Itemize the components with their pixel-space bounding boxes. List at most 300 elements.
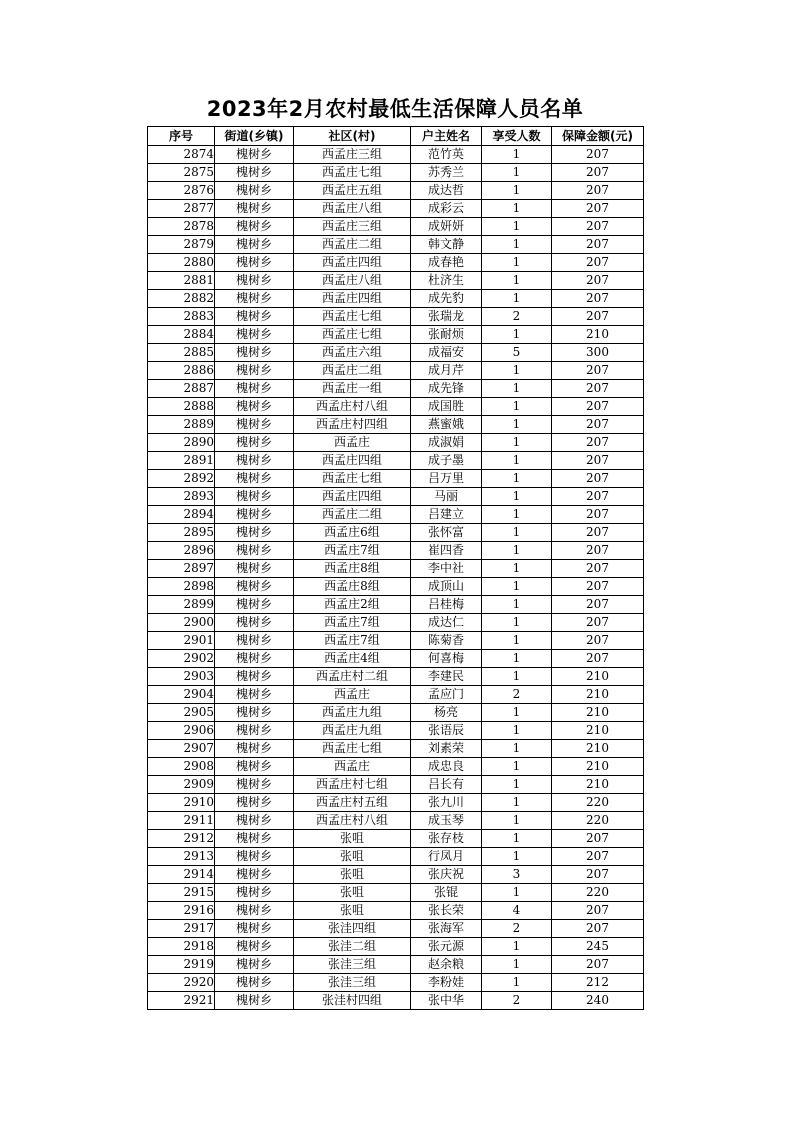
table-row [148, 398, 644, 416]
cell-head-name: 赵余粮 [411, 956, 482, 974]
header-street: 街道(乡镇) [215, 127, 294, 146]
cell-street: 槐树乡 [215, 398, 294, 416]
cell-amount: 207 [552, 920, 644, 938]
cell-head-name: 成福安 [411, 344, 482, 362]
cell-street: 槐树乡 [215, 758, 294, 776]
cell-street: 槐树乡 [215, 668, 294, 686]
cell-count: 1 [482, 272, 552, 290]
cell-street: 槐树乡 [215, 344, 294, 362]
cell-street: 槐树乡 [215, 956, 294, 974]
cell-community: 西孟庄4组 [294, 650, 411, 668]
cell-amount: 207 [552, 200, 644, 218]
cell-id: 2877 [148, 200, 215, 218]
cell-id: 2887 [148, 380, 215, 398]
table-row [148, 992, 644, 1010]
cell-amount: 212 [552, 974, 644, 992]
cell-id: 2917 [148, 920, 215, 938]
cell-count: 2 [482, 686, 552, 704]
cell-community: 西孟庄村五组 [294, 794, 411, 812]
cell-street: 槐树乡 [215, 974, 294, 992]
cell-count: 1 [482, 758, 552, 776]
cell-count: 5 [482, 344, 552, 362]
cell-head-name: 孟应门 [411, 686, 482, 704]
cell-count: 1 [482, 326, 552, 344]
cell-count: 1 [482, 254, 552, 272]
table-row [148, 272, 644, 290]
cell-head-name: 吕桂梅 [411, 596, 482, 614]
table-row [148, 488, 644, 506]
cell-head-name: 成月芹 [411, 362, 482, 380]
table-row [148, 596, 644, 614]
cell-head-name: 成妍妍 [411, 218, 482, 236]
table-row [148, 920, 644, 938]
cell-street: 槐树乡 [215, 434, 294, 452]
cell-id: 2880 [148, 254, 215, 272]
header-row [148, 127, 644, 146]
table-row [148, 146, 644, 164]
cell-id: 2911 [148, 812, 215, 830]
table-row [148, 668, 644, 686]
cell-community: 西孟庄四组 [294, 488, 411, 506]
cell-count: 1 [482, 812, 552, 830]
cell-street: 槐树乡 [215, 290, 294, 308]
cell-count: 1 [482, 164, 552, 182]
cell-head-name: 刘素荣 [411, 740, 482, 758]
cell-id: 2914 [148, 866, 215, 884]
cell-id: 2908 [148, 758, 215, 776]
table-row [148, 938, 644, 956]
cell-count: 1 [482, 362, 552, 380]
cell-id: 2906 [148, 722, 215, 740]
table-row [148, 956, 644, 974]
cell-amount: 207 [552, 650, 644, 668]
cell-count: 1 [482, 524, 552, 542]
cell-head-name: 成春艳 [411, 254, 482, 272]
table-row [148, 470, 644, 488]
cell-id: 2907 [148, 740, 215, 758]
table-row [148, 218, 644, 236]
cell-street: 槐树乡 [215, 362, 294, 380]
cell-community: 西孟庄九组 [294, 722, 411, 740]
cell-head-name: 成顶山 [411, 578, 482, 596]
cell-street: 槐树乡 [215, 848, 294, 866]
cell-street: 槐树乡 [215, 614, 294, 632]
cell-community: 西孟庄六组 [294, 344, 411, 362]
cell-count: 1 [482, 632, 552, 650]
cell-id: 2886 [148, 362, 215, 380]
cell-id: 2913 [148, 848, 215, 866]
cell-head-name: 成子墨 [411, 452, 482, 470]
cell-amount: 207 [552, 632, 644, 650]
cell-amount: 210 [552, 326, 644, 344]
cell-count: 2 [482, 308, 552, 326]
cell-amount: 210 [552, 740, 644, 758]
cell-count: 1 [482, 956, 552, 974]
cell-street: 槐树乡 [215, 812, 294, 830]
cell-community: 西孟庄8组 [294, 578, 411, 596]
cell-community: 西孟庄一组 [294, 380, 411, 398]
cell-head-name: 陈菊香 [411, 632, 482, 650]
cell-id: 2884 [148, 326, 215, 344]
cell-head-name: 张海军 [411, 920, 482, 938]
cell-head-name: 李建民 [411, 668, 482, 686]
cell-community: 西孟庄八组 [294, 272, 411, 290]
cell-community: 西孟庄八组 [294, 200, 411, 218]
cell-amount: 207 [552, 542, 644, 560]
cell-community: 西孟庄七组 [294, 326, 411, 344]
cell-id: 2885 [148, 344, 215, 362]
cell-count: 1 [482, 182, 552, 200]
cell-count: 2 [482, 920, 552, 938]
table-row [148, 542, 644, 560]
table-row [148, 182, 644, 200]
cell-amount: 207 [552, 236, 644, 254]
cell-amount: 300 [552, 344, 644, 362]
cell-street: 槐树乡 [215, 200, 294, 218]
cell-id: 2881 [148, 272, 215, 290]
cell-head-name: 行凤月 [411, 848, 482, 866]
cell-street: 槐树乡 [215, 866, 294, 884]
cell-count: 2 [482, 992, 552, 1010]
cell-head-name: 成先豹 [411, 290, 482, 308]
cell-head-name: 张怀富 [411, 524, 482, 542]
table-header [148, 127, 644, 146]
table-row [148, 650, 644, 668]
cell-head-name: 张中华 [411, 992, 482, 1010]
cell-head-name: 张长荣 [411, 902, 482, 920]
table-row [148, 632, 644, 650]
cell-count: 1 [482, 560, 552, 578]
cell-head-name: 燕蜜娥 [411, 416, 482, 434]
cell-count: 1 [482, 542, 552, 560]
cell-street: 槐树乡 [215, 182, 294, 200]
cell-id: 2892 [148, 470, 215, 488]
cell-amount: 220 [552, 884, 644, 902]
cell-count: 1 [482, 722, 552, 740]
cell-id: 2904 [148, 686, 215, 704]
table-row [148, 722, 644, 740]
cell-count: 1 [482, 794, 552, 812]
cell-street: 槐树乡 [215, 938, 294, 956]
cell-head-name: 张耐烦 [411, 326, 482, 344]
cell-id: 2916 [148, 902, 215, 920]
cell-amount: 207 [552, 416, 644, 434]
cell-head-name: 马丽 [411, 488, 482, 506]
cell-amount: 207 [552, 578, 644, 596]
cell-community: 西孟庄二组 [294, 236, 411, 254]
table-row [148, 416, 644, 434]
cell-head-name: 张九川 [411, 794, 482, 812]
table-row [148, 326, 644, 344]
cell-id: 2895 [148, 524, 215, 542]
cell-head-name: 张语辰 [411, 722, 482, 740]
cell-count: 1 [482, 704, 552, 722]
cell-head-name: 韩文静 [411, 236, 482, 254]
cell-street: 槐树乡 [215, 902, 294, 920]
table-row [148, 362, 644, 380]
cell-head-name: 成达仁 [411, 614, 482, 632]
cell-count: 1 [482, 380, 552, 398]
table-row [148, 344, 644, 362]
table-row [148, 884, 644, 902]
cell-count: 1 [482, 218, 552, 236]
table-row [148, 578, 644, 596]
cell-street: 槐树乡 [215, 884, 294, 902]
cell-head-name: 成忠良 [411, 758, 482, 776]
cell-count: 1 [482, 884, 552, 902]
cell-head-name: 吕长有 [411, 776, 482, 794]
cell-amount: 207 [552, 452, 644, 470]
table-row [148, 848, 644, 866]
cell-count: 1 [482, 974, 552, 992]
cell-amount: 207 [552, 560, 644, 578]
cell-amount: 207 [552, 830, 644, 848]
cell-id: 2910 [148, 794, 215, 812]
cell-community: 西孟庄村八组 [294, 812, 411, 830]
cell-head-name: 崔四香 [411, 542, 482, 560]
cell-count: 1 [482, 596, 552, 614]
header-head-name: 户主姓名 [411, 127, 482, 146]
table-row [148, 686, 644, 704]
cell-amount: 207 [552, 254, 644, 272]
cell-amount: 207 [552, 470, 644, 488]
table-row [148, 164, 644, 182]
cell-street: 槐树乡 [215, 560, 294, 578]
cell-head-name: 成玉琴 [411, 812, 482, 830]
cell-id: 2874 [148, 146, 215, 164]
cell-count: 1 [482, 848, 552, 866]
cell-community: 西孟庄七组 [294, 308, 411, 326]
cell-street: 槐树乡 [215, 920, 294, 938]
table-row [148, 758, 644, 776]
page-title: 2023年2月农村最低生活保障人员名单 [206, 97, 584, 121]
cell-head-name: 成先锋 [411, 380, 482, 398]
cell-community: 西孟庄五组 [294, 182, 411, 200]
cell-head-name: 成淑娟 [411, 434, 482, 452]
cell-community: 西孟庄村八组 [294, 398, 411, 416]
cell-id: 2891 [148, 452, 215, 470]
cell-community: 西孟庄村四组 [294, 416, 411, 434]
cell-count: 1 [482, 776, 552, 794]
cell-head-name: 李粉娃 [411, 974, 482, 992]
cell-street: 槐树乡 [215, 992, 294, 1010]
cell-head-name: 何喜梅 [411, 650, 482, 668]
cell-count: 1 [482, 488, 552, 506]
cell-community: 西孟庄七组 [294, 740, 411, 758]
cell-amount: 210 [552, 668, 644, 686]
cell-count: 1 [482, 578, 552, 596]
cell-count: 1 [482, 470, 552, 488]
cell-street: 槐树乡 [215, 524, 294, 542]
cell-head-name: 苏秀兰 [411, 164, 482, 182]
cell-amount: 207 [552, 362, 644, 380]
cell-id: 2890 [148, 434, 215, 452]
cell-street: 槐树乡 [215, 236, 294, 254]
cell-street: 槐树乡 [215, 470, 294, 488]
cell-count: 1 [482, 398, 552, 416]
cell-street: 槐树乡 [215, 308, 294, 326]
header-community: 社区(村) [294, 127, 411, 146]
cell-street: 槐树乡 [215, 164, 294, 182]
table-row [148, 236, 644, 254]
cell-head-name: 李中社 [411, 560, 482, 578]
cell-amount: 245 [552, 938, 644, 956]
cell-community: 西孟庄三组 [294, 218, 411, 236]
cell-count: 4 [482, 902, 552, 920]
cell-amount: 240 [552, 992, 644, 1010]
table-row [148, 794, 644, 812]
table-row [148, 506, 644, 524]
cell-count: 1 [482, 200, 552, 218]
cell-community: 西孟庄二组 [294, 506, 411, 524]
cell-amount: 207 [552, 848, 644, 866]
cell-community: 西孟庄三组 [294, 146, 411, 164]
cell-count: 1 [482, 668, 552, 686]
cell-street: 槐树乡 [215, 704, 294, 722]
cell-street: 槐树乡 [215, 146, 294, 164]
cell-community: 西孟庄四组 [294, 452, 411, 470]
cell-community: 西孟庄四组 [294, 254, 411, 272]
cell-street: 槐树乡 [215, 578, 294, 596]
cell-amount: 207 [552, 398, 644, 416]
cell-amount: 210 [552, 776, 644, 794]
cell-count: 1 [482, 452, 552, 470]
cell-community: 张咀 [294, 902, 411, 920]
cell-street: 槐树乡 [215, 650, 294, 668]
cell-community: 西孟庄四组 [294, 290, 411, 308]
cell-community: 西孟庄8组 [294, 560, 411, 578]
table-row [148, 452, 644, 470]
cell-street: 槐树乡 [215, 218, 294, 236]
cell-head-name: 杜济生 [411, 272, 482, 290]
cell-count: 1 [482, 650, 552, 668]
cell-amount: 207 [552, 488, 644, 506]
cell-amount: 207 [552, 290, 644, 308]
cell-community: 西孟庄二组 [294, 362, 411, 380]
table-row [148, 380, 644, 398]
cell-community: 西孟庄 [294, 434, 411, 452]
cell-amount: 210 [552, 758, 644, 776]
table-row [148, 290, 644, 308]
cell-community: 张咀 [294, 884, 411, 902]
cell-amount: 207 [552, 164, 644, 182]
table-row [148, 434, 644, 452]
cell-amount: 207 [552, 434, 644, 452]
cell-id: 2896 [148, 542, 215, 560]
cell-head-name: 杨亮 [411, 704, 482, 722]
cell-amount: 210 [552, 722, 644, 740]
cell-count: 1 [482, 434, 552, 452]
table-row [148, 560, 644, 578]
cell-amount: 207 [552, 182, 644, 200]
cell-amount: 207 [552, 380, 644, 398]
cell-head-name: 吕建立 [411, 506, 482, 524]
cell-id: 2888 [148, 398, 215, 416]
cell-amount: 207 [552, 146, 644, 164]
cell-amount: 207 [552, 596, 644, 614]
cell-head-name: 成国胜 [411, 398, 482, 416]
cell-street: 槐树乡 [215, 542, 294, 560]
cell-street: 槐树乡 [215, 452, 294, 470]
cell-id: 2889 [148, 416, 215, 434]
cell-head-name: 范竹英 [411, 146, 482, 164]
cell-id: 2920 [148, 974, 215, 992]
cell-community: 张咀 [294, 866, 411, 884]
cell-id: 2897 [148, 560, 215, 578]
cell-id: 2901 [148, 632, 215, 650]
cell-count: 1 [482, 506, 552, 524]
cell-id: 2876 [148, 182, 215, 200]
table-row [148, 830, 644, 848]
cell-amount: 207 [552, 506, 644, 524]
cell-amount: 210 [552, 686, 644, 704]
cell-amount: 207 [552, 272, 644, 290]
cell-street: 槐树乡 [215, 632, 294, 650]
cell-community: 张咀 [294, 830, 411, 848]
cell-community: 西孟庄七组 [294, 470, 411, 488]
cell-street: 槐树乡 [215, 416, 294, 434]
table-row [148, 974, 644, 992]
cell-street: 槐树乡 [215, 686, 294, 704]
cell-count: 1 [482, 146, 552, 164]
cell-amount: 207 [552, 308, 644, 326]
cell-street: 槐树乡 [215, 380, 294, 398]
header-id: 序号 [148, 127, 215, 146]
cell-community: 张洼四组 [294, 920, 411, 938]
cell-head-name: 吕万里 [411, 470, 482, 488]
cell-community: 张洼村四组 [294, 992, 411, 1010]
cell-community: 张洼二组 [294, 938, 411, 956]
cell-id: 2893 [148, 488, 215, 506]
cell-community: 西孟庄 [294, 758, 411, 776]
cell-amount: 207 [552, 614, 644, 632]
cell-street: 槐树乡 [215, 776, 294, 794]
cell-head-name: 成达哲 [411, 182, 482, 200]
cell-count: 1 [482, 830, 552, 848]
cell-community: 张洼三组 [294, 956, 411, 974]
cell-id: 2905 [148, 704, 215, 722]
cell-id: 2879 [148, 236, 215, 254]
cell-id: 2902 [148, 650, 215, 668]
cell-head-name: 张锟 [411, 884, 482, 902]
cell-id: 2900 [148, 614, 215, 632]
cell-community: 西孟庄7组 [294, 614, 411, 632]
cell-street: 槐树乡 [215, 740, 294, 758]
cell-count: 1 [482, 740, 552, 758]
beneficiary-table [147, 126, 644, 1010]
cell-count: 1 [482, 290, 552, 308]
cell-count: 1 [482, 416, 552, 434]
cell-amount: 207 [552, 956, 644, 974]
table-row [148, 704, 644, 722]
table-row [148, 254, 644, 272]
cell-amount: 207 [552, 902, 644, 920]
cell-head-name: 张瑞龙 [411, 308, 482, 326]
cell-id: 2903 [148, 668, 215, 686]
cell-id: 2878 [148, 218, 215, 236]
cell-amount: 207 [552, 524, 644, 542]
cell-id: 2921 [148, 992, 215, 1010]
cell-count: 1 [482, 236, 552, 254]
cell-community: 西孟庄2组 [294, 596, 411, 614]
cell-count: 1 [482, 614, 552, 632]
cell-community: 西孟庄村二组 [294, 668, 411, 686]
cell-id: 2882 [148, 290, 215, 308]
cell-amount: 220 [552, 812, 644, 830]
header-count: 享受人数 [482, 127, 552, 146]
cell-community: 张洼三组 [294, 974, 411, 992]
cell-street: 槐树乡 [215, 488, 294, 506]
